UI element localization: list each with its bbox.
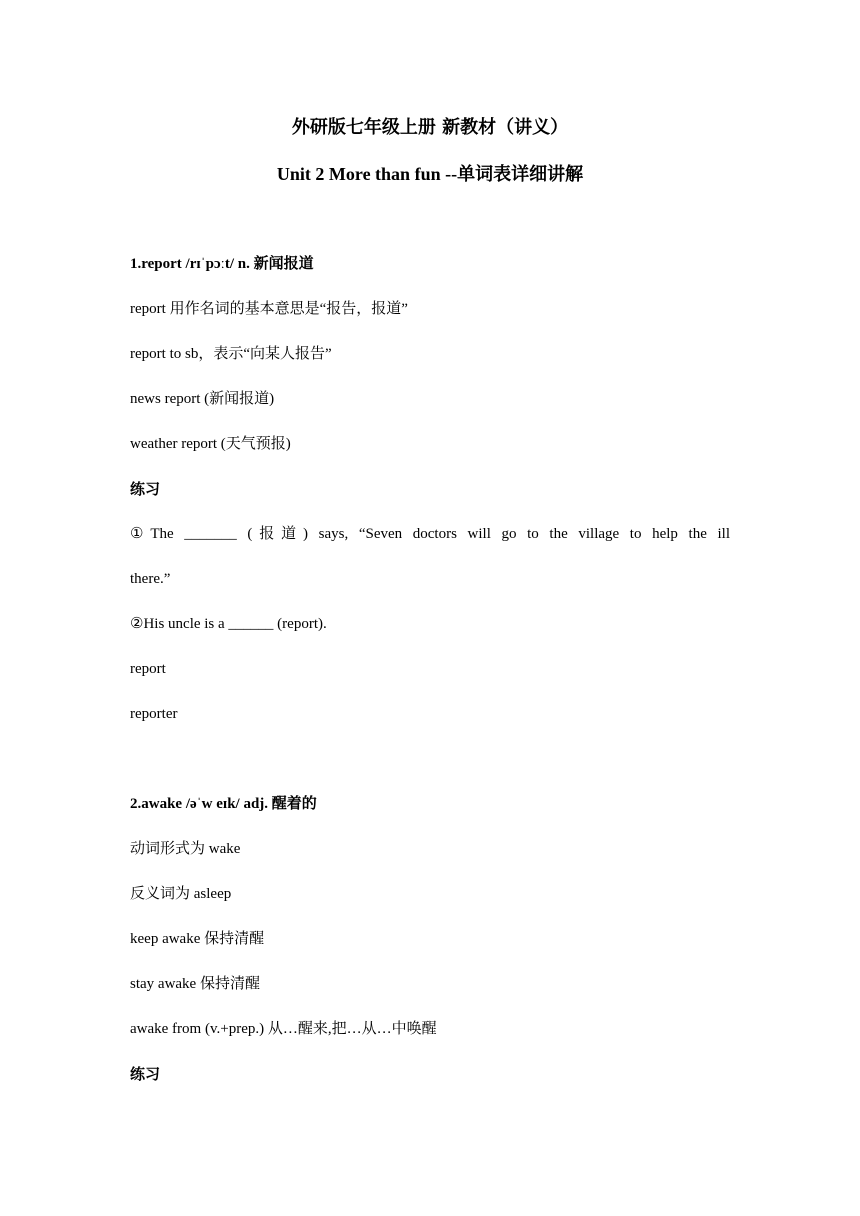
exercise-line: ①The _______ (报道) says, “Seven doctors will go to the village to help the ill [130, 526, 730, 542]
document-title: 外研版七年级上册 新教材（讲义） [291, 117, 569, 138]
answer-line: reporter [130, 706, 178, 722]
explanation-line: 反义词为 asleep [130, 886, 232, 902]
practice-label: 练习 [130, 480, 161, 498]
phrase-line: keep awake 保持清醒 [130, 931, 265, 947]
answer-line: report [130, 661, 166, 677]
phrase-line: news report (新闻报道) [130, 391, 275, 407]
explanation-line: 动词形式为 wake [130, 841, 241, 857]
phrase-line: awake from (v.+prep.) 从…醒来,把…从…中唤醒 [130, 1021, 437, 1037]
explanation-line: report 用作名词的基本意思是“报告，报道” [130, 301, 408, 317]
exercise-line: there.” [130, 571, 171, 587]
section-heading: 2.awake /əˈw eɪk/ adj. 醒着的 [130, 796, 317, 812]
exercise-line: ②His uncle is a ______ (report). [130, 616, 327, 632]
explanation-line: report to sb，表示“向某人报告” [130, 346, 332, 362]
section-heading: 1.report /rɪˈpɔːt/ n. 新闻报道 [130, 256, 314, 272]
practice-label: 练习 [130, 1065, 161, 1083]
document-subtitle: Unit 2 More than fun --单词表详细讲解 [276, 164, 584, 184]
phrase-line: stay awake 保持清醒 [130, 976, 260, 992]
phrase-line: weather report (天气预报) [130, 436, 291, 452]
